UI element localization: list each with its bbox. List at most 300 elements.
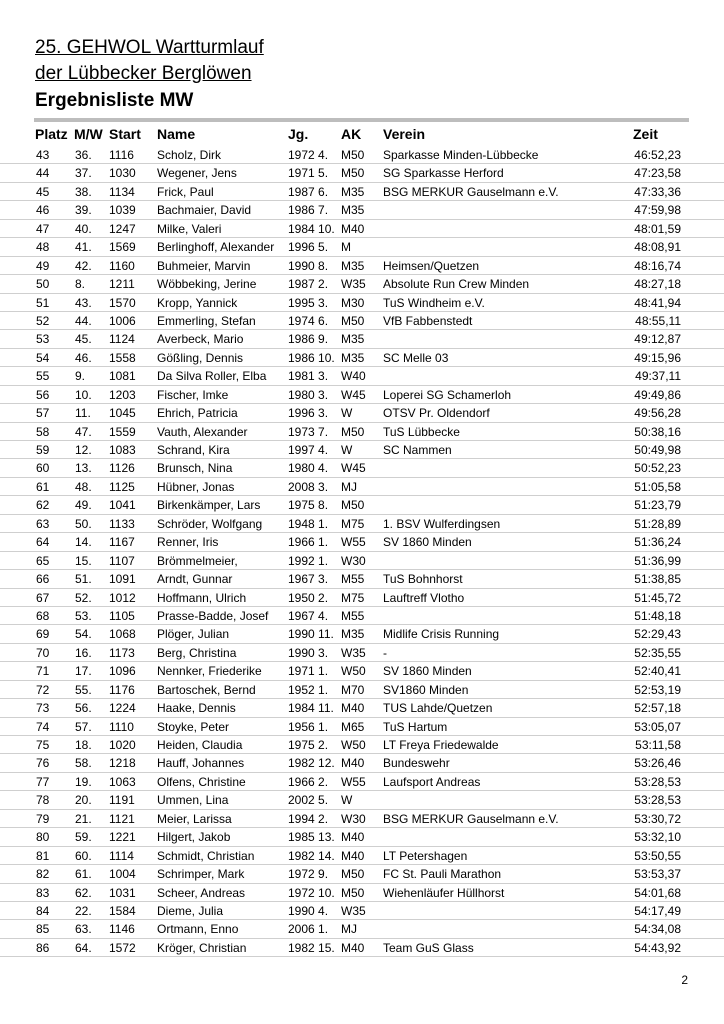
cell-zeit: 47:23,58 xyxy=(634,166,681,181)
cell-mw: 14. xyxy=(75,535,92,550)
cell-start: 1105 xyxy=(109,608,135,623)
table-row xyxy=(0,459,724,477)
cell-jg: 1967 3. xyxy=(288,572,329,587)
cell-start: 1068 xyxy=(109,627,136,642)
cell-mw: 43. xyxy=(75,295,92,310)
cell-mw: 61. xyxy=(75,867,92,882)
table-row xyxy=(0,201,724,219)
cell-ak: M75 xyxy=(341,590,365,605)
table-row xyxy=(0,238,724,256)
cell-zeit: 53:30,72 xyxy=(634,811,681,826)
cell-name: Ortmann, Enno xyxy=(157,922,239,937)
cell-ak: M50 xyxy=(341,885,365,900)
cell-name: Schröder, Wolfgang xyxy=(157,516,263,531)
cell-verein: OTSV Pr. Oldendorf xyxy=(383,406,490,421)
cell-platz: 78 xyxy=(36,793,50,808)
cell-verein: TUS Lahde/Quetzen xyxy=(383,701,493,716)
cell-ak: W35 xyxy=(341,645,366,660)
cell-ak: M40 xyxy=(341,701,365,716)
header-zeit: Zeit xyxy=(633,126,658,142)
cell-ak: W xyxy=(341,793,353,808)
table-row xyxy=(0,607,724,625)
cell-start: 1224 xyxy=(109,701,136,716)
cell-ak: M35 xyxy=(341,184,365,199)
table-row xyxy=(0,810,724,828)
cell-start: 1063 xyxy=(109,774,136,789)
cell-mw: 48. xyxy=(75,479,92,494)
cell-verein: Lauftreff Vlotho xyxy=(383,590,465,605)
cell-zeit: 47:59,98 xyxy=(634,203,681,218)
cell-start: 1125 xyxy=(109,479,135,494)
cell-platz: 48 xyxy=(36,240,50,255)
cell-mw: 42. xyxy=(75,258,92,273)
cell-mw: 18. xyxy=(75,738,92,752)
cell-verein: SC Nammen xyxy=(383,443,452,457)
cell-start: 1006 xyxy=(109,313,136,328)
cell-zeit: 53:32,10 xyxy=(634,830,681,845)
cell-platz: 51 xyxy=(36,295,50,310)
cell-mw: 40. xyxy=(75,221,92,236)
results-table xyxy=(0,146,724,957)
cell-name: Hauff, Johannes xyxy=(157,756,245,771)
table-row xyxy=(0,367,724,385)
cell-name: Hilgert, Jakob xyxy=(157,830,231,845)
cell-mw: 60. xyxy=(75,848,92,863)
cell-name: Milke, Valeri xyxy=(157,221,222,236)
cell-name: Nennker, Friederike xyxy=(157,664,262,679)
cell-ak: M35 xyxy=(341,258,365,273)
cell-jg: 1987 2. xyxy=(288,277,329,292)
cell-name: Renner, Iris xyxy=(157,535,219,550)
cell-ak: M35 xyxy=(341,627,365,642)
cell-platz: 64 xyxy=(36,535,50,550)
cell-ak: M40 xyxy=(341,940,365,955)
cell-mw: 54. xyxy=(75,627,92,642)
cell-platz: 46 xyxy=(36,203,50,218)
cell-platz: 43 xyxy=(36,148,50,162)
cell-verein: LT Freya Friedewalde xyxy=(383,738,499,752)
cell-jg: 1975 2. xyxy=(288,738,329,752)
cell-start: 1569 xyxy=(109,240,136,255)
table-row xyxy=(0,644,724,662)
cell-zeit: 54:01,68 xyxy=(634,885,681,900)
cell-start: 1030 xyxy=(109,166,136,181)
cell-ak: W50 xyxy=(341,738,366,752)
cell-name: Hoffmann, Ulrich xyxy=(157,590,247,605)
cell-zeit: 51:36,24 xyxy=(634,535,681,550)
cell-jg: 1987 6. xyxy=(288,184,329,199)
cell-mw: 36. xyxy=(75,148,92,162)
cell-zeit: 51:45,72 xyxy=(634,590,681,605)
cell-ak: M50 xyxy=(341,166,365,181)
cell-ak: W xyxy=(341,443,353,457)
cell-start: 1096 xyxy=(109,664,136,679)
cell-jg: 1984 11. xyxy=(288,701,334,716)
cell-jg: 1972 4. xyxy=(288,148,329,162)
cell-name: Vauth, Alexander xyxy=(157,424,248,439)
cell-jg: 1971 1. xyxy=(288,664,329,679)
cell-verein: 1. BSV Wulferdingsen xyxy=(383,516,501,531)
cell-zeit: 53:53,37 xyxy=(634,867,681,882)
cell-platz: 82 xyxy=(36,867,50,882)
table-row xyxy=(0,533,724,551)
table-row xyxy=(0,736,724,754)
cell-name: Olfens, Christine xyxy=(157,774,246,789)
cell-platz: 62 xyxy=(36,498,50,513)
cell-verein: SV 1860 Minden xyxy=(383,535,472,550)
cell-ak: M65 xyxy=(341,719,365,734)
table-row xyxy=(0,164,724,182)
cell-ak: W45 xyxy=(341,461,366,476)
cell-mw: 39. xyxy=(75,203,92,218)
cell-zeit: 49:37,11 xyxy=(635,369,681,384)
table-row xyxy=(0,312,724,330)
table-row xyxy=(0,884,724,902)
cell-ak: M50 xyxy=(341,424,365,439)
cell-verein: Sparkasse Minden-Lübbecke xyxy=(383,148,539,162)
cell-jg: 1985 13. xyxy=(288,830,335,845)
cell-start: 1134 xyxy=(109,184,135,199)
cell-platz: 59 xyxy=(36,443,50,457)
cell-jg: 1966 2. xyxy=(288,774,329,789)
cell-platz: 81 xyxy=(36,848,50,863)
table-row xyxy=(0,718,724,736)
cell-start: 1116 xyxy=(109,148,134,162)
table-row xyxy=(0,496,724,514)
cell-mw: 8. xyxy=(75,277,86,292)
cell-zeit: 52:29,43 xyxy=(634,627,681,642)
cell-start: 1173 xyxy=(109,645,135,660)
cell-mw: 19. xyxy=(75,774,92,789)
cell-ak: M35 xyxy=(341,332,365,347)
cell-mw: 59. xyxy=(75,830,92,845)
table-row xyxy=(0,349,724,367)
cell-jg: 1996 5. xyxy=(288,240,329,255)
cell-jg: 1986 10. xyxy=(288,350,335,365)
cell-zeit: 51:05,58 xyxy=(634,479,681,494)
cell-verein: TuS Bohnhorst xyxy=(383,572,463,587)
cell-name: Gößling, Dennis xyxy=(157,350,244,365)
cell-jg: 1971 5. xyxy=(288,166,329,181)
cell-mw: 13. xyxy=(75,461,92,476)
cell-zeit: 52:35,55 xyxy=(634,645,681,660)
cell-name: Wegener, Jens xyxy=(157,166,237,181)
cell-ak: M50 xyxy=(341,867,365,882)
cell-jg: 1986 9. xyxy=(288,332,329,347)
cell-start: 1176 xyxy=(109,682,135,697)
cell-zeit: 49:15,96 xyxy=(634,350,681,365)
header-platz: Platz xyxy=(35,126,68,142)
cell-verein: BSG MERKUR Gauselmann e.V. xyxy=(383,811,559,826)
cell-platz: 74 xyxy=(36,719,50,734)
cell-verein: Absolute Run Crew Minden xyxy=(383,277,530,292)
cell-jg: 1982 12. xyxy=(288,756,335,771)
table-row xyxy=(0,625,724,643)
cell-zeit: 52:53,19 xyxy=(634,682,681,697)
cell-mw: 15. xyxy=(75,553,92,568)
table-row xyxy=(0,754,724,772)
cell-mw: 47. xyxy=(75,424,92,439)
cell-mw: 57. xyxy=(75,719,92,734)
cell-jg: 1981 3. xyxy=(288,369,329,384)
cell-ak: M55 xyxy=(341,608,365,623)
cell-zeit: 48:55,11 xyxy=(635,313,681,328)
cell-ak: M55 xyxy=(341,572,365,587)
cell-verein: BSG MERKUR Gauselmann e.V. xyxy=(383,184,559,199)
cell-start: 1572 xyxy=(109,940,136,955)
cell-platz: 60 xyxy=(36,461,50,476)
cell-verein: SV 1860 Minden xyxy=(383,664,472,679)
cell-start: 1559 xyxy=(109,424,136,439)
cell-mw: 37. xyxy=(75,166,92,181)
cell-mw: 11. xyxy=(75,406,91,421)
cell-ak: M40 xyxy=(341,756,365,771)
cell-jg: 1982 14. xyxy=(288,848,335,863)
cell-ak: M75 xyxy=(341,516,365,531)
cell-zeit: 51:23,79 xyxy=(634,498,681,513)
cell-name: Kröger, Christian xyxy=(157,940,247,955)
cell-jg: 1986 7. xyxy=(288,203,329,218)
cell-platz: 71 xyxy=(36,664,50,679)
cell-jg: 1980 3. xyxy=(288,387,329,402)
cell-name: Scholz, Dirk xyxy=(157,148,222,162)
cell-name: Brömmelmeier, xyxy=(157,553,238,568)
table-row xyxy=(0,478,724,496)
cell-name: Heiden, Claudia xyxy=(157,738,243,752)
cell-mw: 12. xyxy=(75,443,92,457)
cell-name: Ummen, Lina xyxy=(157,793,229,808)
cell-start: 1045 xyxy=(109,406,136,421)
header-divider-bar xyxy=(34,118,689,122)
cell-zeit: 53:05,07 xyxy=(634,719,681,734)
cell-platz: 85 xyxy=(36,922,50,937)
document-title-line-1: 25. GEHWOL Wartturmlauf xyxy=(35,37,264,58)
cell-name: Stoyke, Peter xyxy=(157,719,230,734)
cell-name: Hübner, Jonas xyxy=(157,479,235,494)
cell-zeit: 54:34,08 xyxy=(634,922,681,937)
cell-verein: Team GuS Glass xyxy=(383,940,474,955)
cell-verein: Bundeswehr xyxy=(383,756,450,771)
cell-name: Brunsch, Nina xyxy=(157,461,233,476)
cell-name: Plöger, Julian xyxy=(157,627,230,642)
cell-jg: 1974 6. xyxy=(288,313,329,328)
cell-ak: M40 xyxy=(341,848,365,863)
cell-ak: MJ xyxy=(341,922,357,937)
cell-verein: Laufsport Andreas xyxy=(383,774,481,789)
cell-ak: W45 xyxy=(341,387,366,402)
cell-ak: M50 xyxy=(341,498,365,513)
cell-jg: 1966 1. xyxy=(288,535,329,550)
table-row xyxy=(0,828,724,846)
table-row xyxy=(0,662,724,680)
cell-verein: SV1860 Minden xyxy=(383,682,469,697)
cell-name: Berlinghoff, Alexander xyxy=(157,240,275,255)
cell-zeit: 52:57,18 xyxy=(634,701,681,716)
cell-start: 1124 xyxy=(109,332,135,347)
cell-zeit: 51:48,18 xyxy=(634,608,681,623)
cell-zeit: 48:16,74 xyxy=(634,258,681,273)
document-subtitle: Ergebnisliste MW xyxy=(35,90,194,111)
table-row xyxy=(0,330,724,348)
cell-ak: MJ xyxy=(341,479,357,494)
cell-zeit: 51:38,85 xyxy=(634,572,681,587)
cell-start: 1247 xyxy=(109,221,136,236)
cell-name: Arndt, Gunnar xyxy=(157,572,233,587)
cell-zeit: 51:28,89 xyxy=(634,516,681,531)
cell-mw: 64. xyxy=(75,940,92,955)
cell-name: Haake, Dennis xyxy=(157,701,236,716)
cell-start: 1160 xyxy=(109,258,135,273)
cell-platz: 58 xyxy=(36,424,50,439)
cell-mw: 49. xyxy=(75,498,92,513)
cell-jg: 1948 1. xyxy=(288,516,329,531)
cell-platz: 44 xyxy=(36,166,50,181)
cell-ak: W35 xyxy=(341,277,366,292)
cell-mw: 10. xyxy=(75,387,92,402)
cell-platz: 56 xyxy=(36,387,50,402)
cell-zeit: 48:27,18 xyxy=(634,277,681,292)
cell-platz: 83 xyxy=(36,885,50,900)
table-row xyxy=(0,441,724,459)
table-row xyxy=(0,902,724,920)
cell-zeit: 51:36,99 xyxy=(634,553,681,568)
cell-platz: 61 xyxy=(36,479,50,494)
table-row xyxy=(0,699,724,717)
cell-ak: M50 xyxy=(341,148,365,162)
cell-start: 1114 xyxy=(109,848,134,863)
cell-start: 1110 xyxy=(109,719,134,734)
cell-start: 1041 xyxy=(109,498,136,513)
cell-jg: 1990 8. xyxy=(288,258,329,273)
cell-name: Birkenkämper, Lars xyxy=(157,498,261,513)
cell-platz: 45 xyxy=(36,184,50,199)
cell-jg: 2006 1. xyxy=(288,922,329,937)
cell-jg: 1984 10. xyxy=(288,221,335,236)
header-jg: Jg. xyxy=(288,126,309,142)
cell-jg: 1992 1. xyxy=(288,553,329,568)
cell-jg: 1975 8. xyxy=(288,498,329,513)
cell-platz: 79 xyxy=(36,811,50,826)
cell-ak: W50 xyxy=(341,664,366,679)
cell-verein: TuS Hartum xyxy=(383,719,448,734)
cell-mw: 56. xyxy=(75,701,92,716)
cell-start: 1146 xyxy=(109,922,135,937)
cell-mw: 50. xyxy=(75,516,92,531)
cell-jg: 1996 3. xyxy=(288,406,329,421)
cell-start: 1004 xyxy=(109,867,136,882)
cell-platz: 75 xyxy=(36,738,50,752)
cell-ak: W30 xyxy=(341,811,366,826)
cell-zeit: 53:11,58 xyxy=(635,738,681,752)
cell-jg: 1972 10. xyxy=(288,885,335,900)
cell-name: Dieme, Julia xyxy=(157,903,224,918)
cell-mw: 53. xyxy=(75,608,92,623)
cell-start: 1211 xyxy=(109,277,135,292)
cell-ak: M70 xyxy=(341,682,365,697)
cell-ak: M40 xyxy=(341,221,365,236)
cell-jg: 1990 3. xyxy=(288,645,329,660)
table-row xyxy=(0,920,724,938)
cell-start: 1167 xyxy=(109,535,135,550)
cell-zeit: 53:28,53 xyxy=(634,774,681,789)
cell-jg: 1994 2. xyxy=(288,811,329,826)
cell-mw: 58. xyxy=(75,756,92,771)
table-row xyxy=(0,773,724,791)
cell-name: Da Silva Roller, Elba xyxy=(157,369,267,384)
cell-jg: 1950 2. xyxy=(288,590,329,605)
cell-mw: 63. xyxy=(75,922,92,937)
cell-name: Schrand, Kira xyxy=(157,443,230,457)
cell-platz: 54 xyxy=(36,350,50,365)
cell-verein: SC Melle 03 xyxy=(383,350,449,365)
cell-mw: 21. xyxy=(75,811,92,826)
cell-platz: 70 xyxy=(36,645,50,660)
cell-start: 1584 xyxy=(109,903,136,918)
table-row xyxy=(0,294,724,312)
table-row xyxy=(0,257,724,275)
cell-platz: 65 xyxy=(36,553,50,568)
table-row xyxy=(0,220,724,238)
table-row xyxy=(0,423,724,441)
table-row xyxy=(0,515,724,533)
cell-zeit: 50:38,16 xyxy=(634,424,681,439)
cell-jg: 1997 4. xyxy=(288,443,329,457)
table-row xyxy=(0,847,724,865)
cell-verein: LT Petershagen xyxy=(383,848,468,863)
cell-mw: 55. xyxy=(75,682,92,697)
cell-name: Schmidt, Christian xyxy=(157,848,255,863)
cell-name: Scheer, Andreas xyxy=(157,885,246,900)
cell-name: Fischer, Imke xyxy=(157,387,229,402)
cell-start: 1570 xyxy=(109,295,136,310)
cell-zeit: 46:52,23 xyxy=(634,148,681,162)
cell-name: Frick, Paul xyxy=(157,184,214,199)
cell-start: 1133 xyxy=(109,516,135,531)
header-name: Name xyxy=(157,126,196,142)
cell-mw: 41. xyxy=(75,240,92,255)
cell-zeit: 54:43,92 xyxy=(634,940,681,955)
cell-zeit: 48:08,91 xyxy=(634,240,681,255)
cell-ak: M30 xyxy=(341,295,365,310)
cell-platz: 66 xyxy=(36,572,50,587)
cell-start: 1121 xyxy=(109,811,135,826)
cell-mw: 17. xyxy=(75,664,92,679)
cell-name: Bachmaier, David xyxy=(157,203,252,218)
cell-verein: Loperei SG Schamerloh xyxy=(383,387,512,402)
cell-mw: 9. xyxy=(75,369,86,384)
cell-ak: W55 xyxy=(341,535,366,550)
cell-start: 1126 xyxy=(109,461,135,476)
header-start: Start xyxy=(109,126,141,142)
table-row xyxy=(0,146,724,164)
cell-start: 1081 xyxy=(109,369,136,384)
cell-verein: - xyxy=(383,645,387,660)
cell-start: 1039 xyxy=(109,203,136,218)
cell-jg: 1990 4. xyxy=(288,903,329,918)
table-row xyxy=(0,386,724,404)
cell-platz: 49 xyxy=(36,258,50,273)
cell-name: Bartoschek, Bernd xyxy=(157,682,256,697)
cell-platz: 77 xyxy=(36,774,50,789)
cell-mw: 44. xyxy=(75,313,92,328)
cell-jg: 2008 3. xyxy=(288,479,329,494)
cell-platz: 67 xyxy=(36,590,50,605)
cell-mw: 51. xyxy=(75,572,92,587)
cell-ak: M40 xyxy=(341,830,365,845)
cell-platz: 69 xyxy=(36,627,50,642)
cell-jg: 1990 11. xyxy=(288,627,334,642)
table-row xyxy=(0,791,724,809)
